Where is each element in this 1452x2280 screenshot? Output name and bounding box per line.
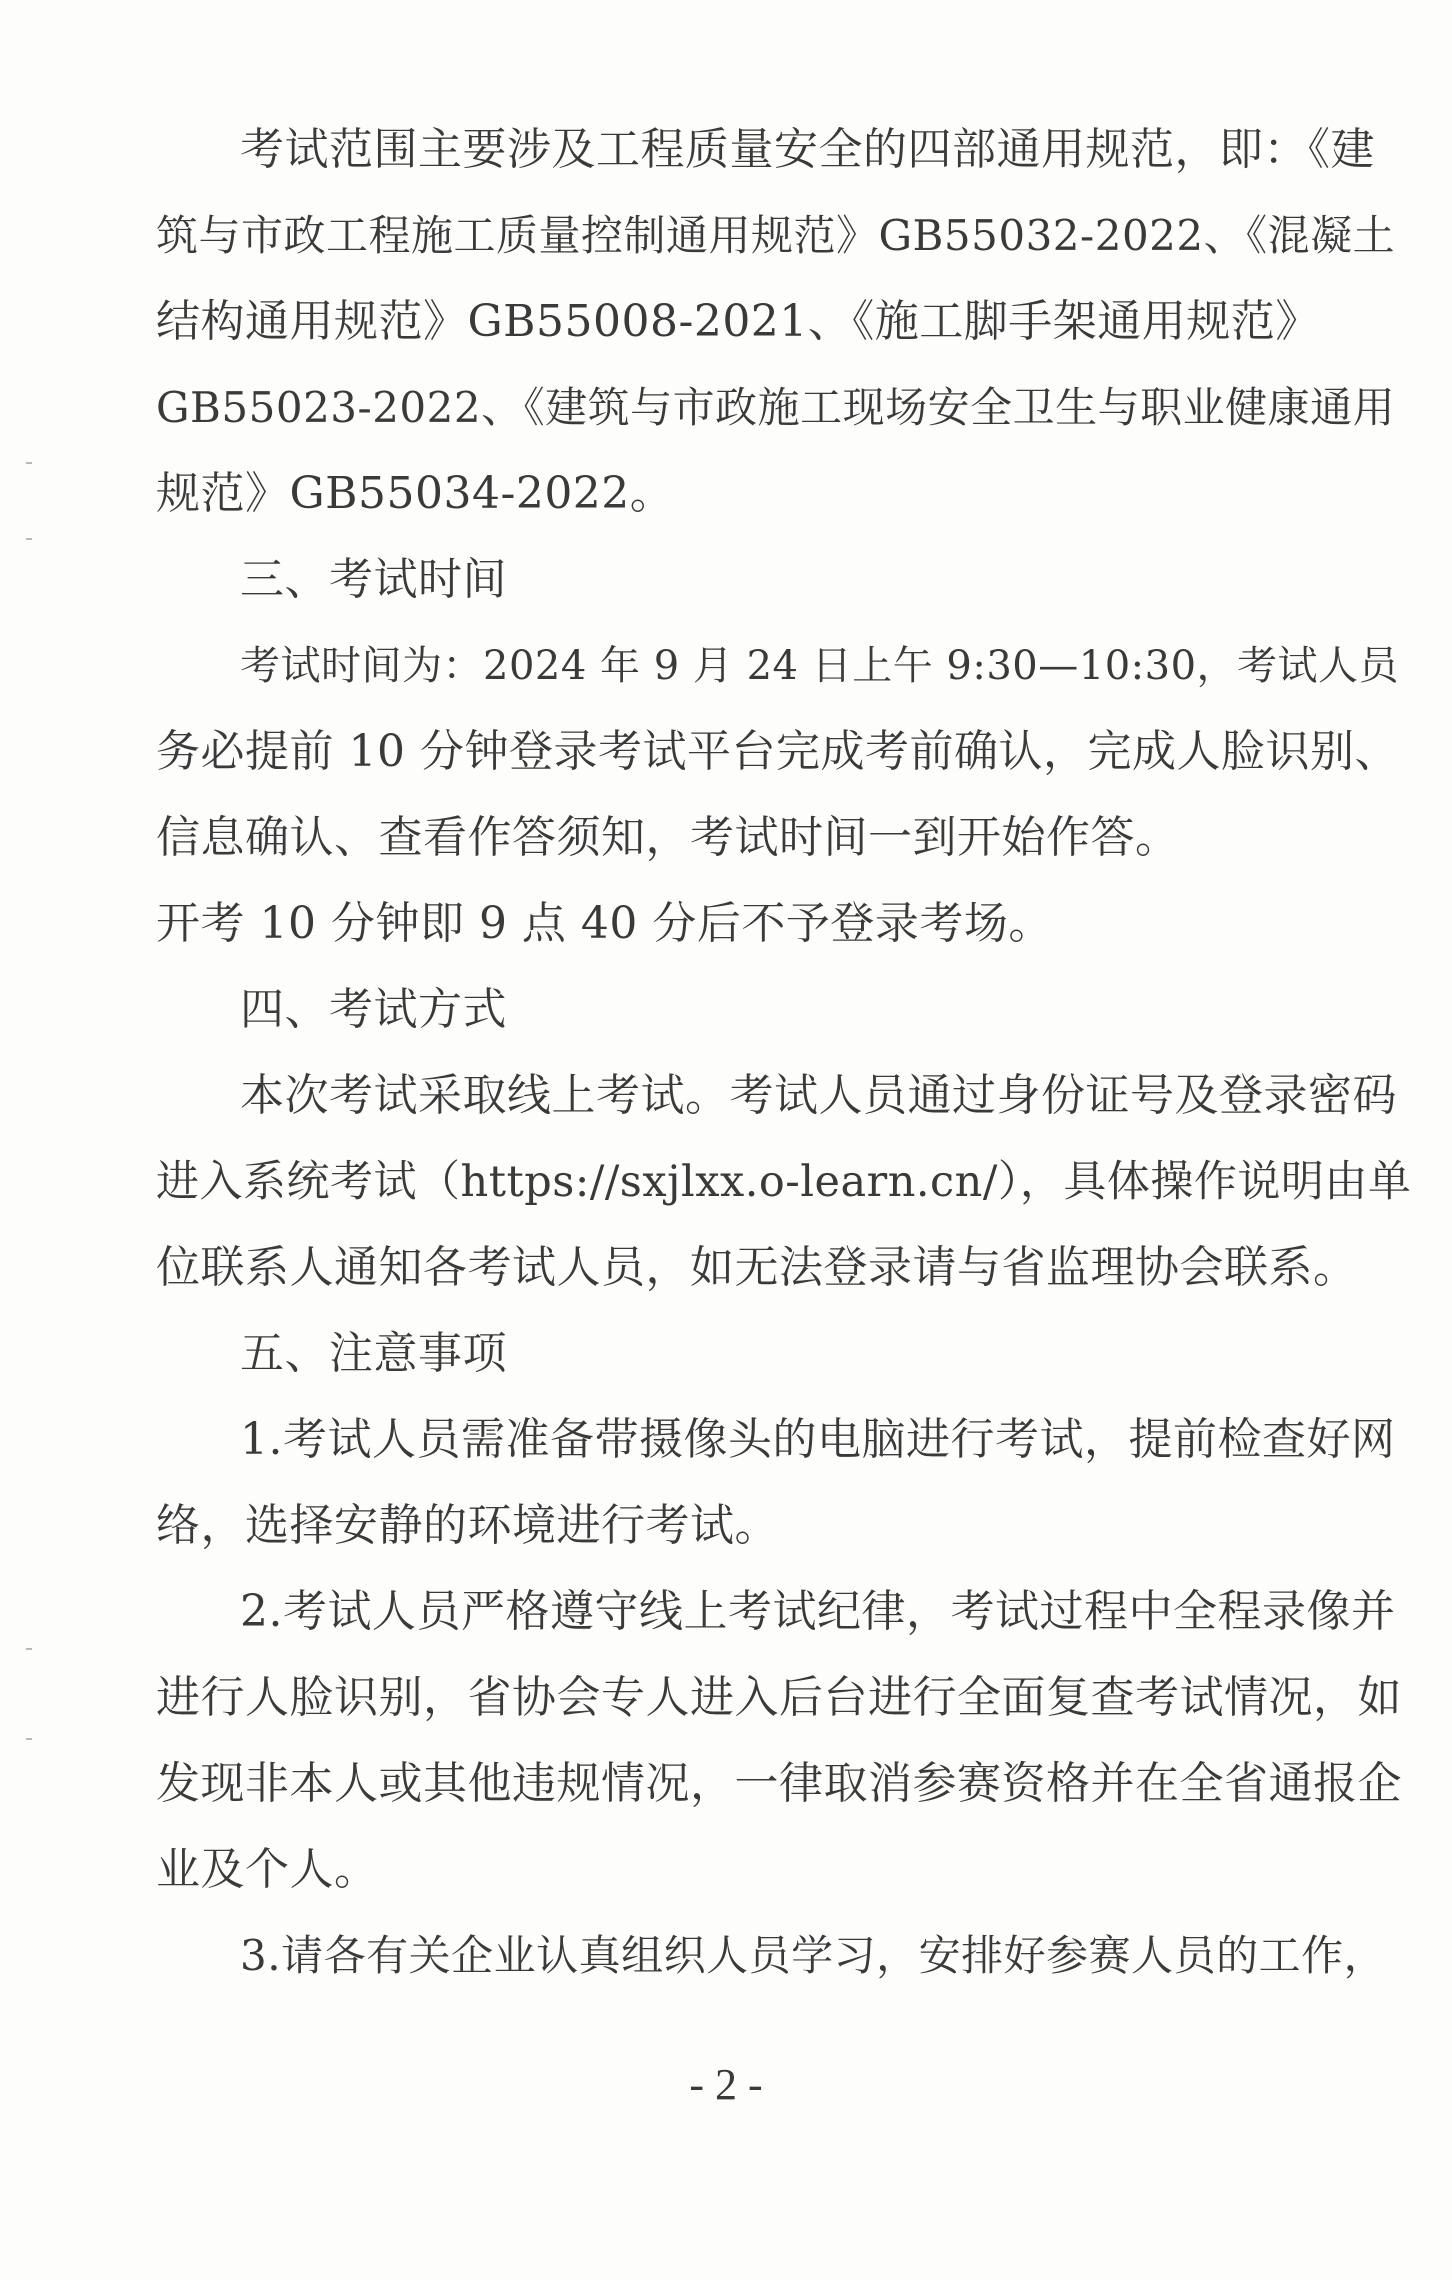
paragraph-line: 2.考试人员严格遵守线上考试纪律，考试过程中全程录像并 [240,1586,1396,1637]
paragraph-line: 开考 10 分钟即 9 点 40 分后不予登录考场。 [156,898,1053,949]
paragraph-line: 规范》GB55034-2022。 [156,468,675,519]
paragraph-line: 结构通用规范》GB55008-2021、《施工脚手架通用规范》 [156,296,1320,347]
paragraph-line: GB55023-2022、《建筑与市政施工现场安全卫生与职业健康通用 [156,383,1396,432]
paragraph-line: 信息确认、查看作答须知，考试时间一到开始作答。 [156,812,1180,863]
paragraph-line: 进行人脸识别，省协会专人进入后台进行全面复查考试情况，如 [156,1672,1402,1723]
paragraph-line: 络，选择安静的环境进行考试。 [156,1500,779,1551]
section-heading: 三、考试时间 [240,554,507,605]
paragraph-line: 进入系统考试（https://sxjlxx.o-learn.cn/），具体操作说明由单 [156,1157,1412,1207]
scan-speck [26,1738,32,1740]
paragraph-line: 务必提前 10 分钟登录考试平台完成考前确认，完成人脸识别、 [156,726,1399,777]
paragraph-line: 考试范围主要涉及工程质量安全的四部通用规范，即：《建 [240,124,1375,175]
section-heading: 四、考试方式 [240,984,507,1035]
paragraph-line: 筑与市政工程施工质量控制通用规范》GB55032-2022、《混凝土 [156,211,1396,260]
scan-speck [26,462,32,464]
paragraph-line: 1.考试人员需准备带摄像头的电脑进行考试，提前检查好网 [240,1414,1396,1465]
scan-speck [26,1648,32,1650]
paragraph-line: 考试时间为：2024 年 9 月 24 日上午 9:30—10:30，考试人员 [240,643,1400,689]
paragraph-line: 本次考试采取线上考试。考试人员通过身份证号及登录密码 [240,1070,1397,1121]
scan-speck [26,538,32,540]
section-heading: 五、注意事项 [240,1328,507,1379]
paragraph-line: 发现非本人或其他违规情况，一律取消参赛资格并在全省通报企 [156,1758,1402,1809]
paragraph-line: 3.请各有关企业认真组织人员学习，安排好参赛人员的工作， [240,1931,1387,1980]
paragraph-line: 位联系人通知各考试人员，如无法登录请与省监理协会联系。 [156,1242,1358,1293]
page-number: - 2 - [689,2060,763,2109]
paragraph-line: 业及个人。 [156,1844,379,1895]
